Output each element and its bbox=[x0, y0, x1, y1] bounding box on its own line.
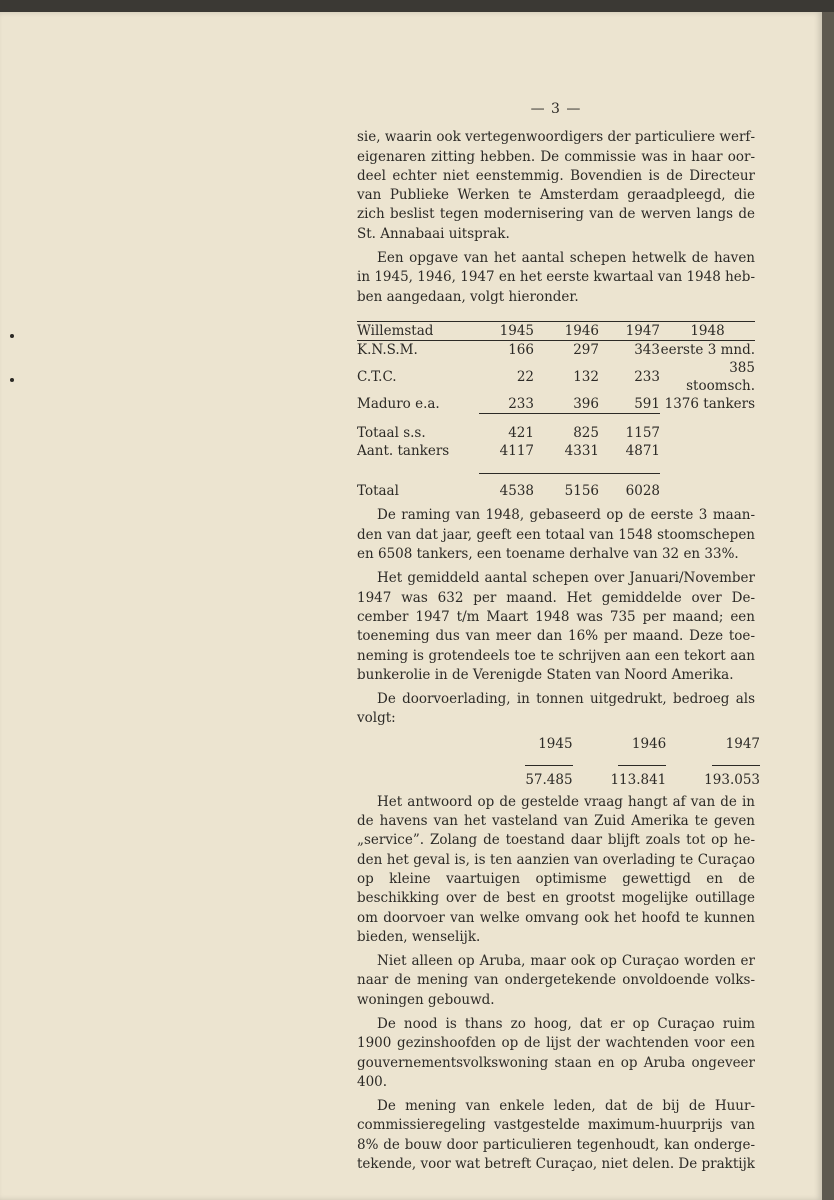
header-cell: 1945 bbox=[479, 321, 534, 340]
doorvoer-table bbox=[492, 735, 760, 789]
table-header-row bbox=[357, 321, 755, 340]
table-row bbox=[357, 340, 755, 359]
paragraph: De nood is thans zo hoog, dat er op Curaçao ruim 1900 gezinshoofden op de lijst der wachtenden voor een gouvernementsvolkswoning staan en op Aruba ongeveer 400. bbox=[357, 1016, 755, 1090]
tonnage-cell: 113.841 bbox=[610, 771, 667, 788]
cell-value: 166 bbox=[508, 341, 534, 358]
cell-value: 6028 bbox=[625, 483, 660, 500]
paragraph: sie, waarin ook vertegenwoordigers der particuliere werfeigenaren zitting hebben. De commissie was in haar oordeel echter niet eenstemmig. Bovendien is de Directeur van Publieke Werken te Amsterdam geraadpleegd, die zich beslist tegen modernisering van de werven langs de St. Annabaai uitsprak. bbox=[357, 129, 755, 242]
cell-value: 825 bbox=[573, 424, 599, 441]
cell-value: 22 bbox=[516, 368, 534, 385]
doorvoer-rule-row bbox=[492, 753, 760, 771]
paragraph: Een opgave van het aantal schepen hetwelk de haven in 1945, 1946, 1947 en het eerste kwartaal van 1948 hebben aangedaan, volgt hieronder. bbox=[357, 250, 755, 305]
year-cell: 1947 bbox=[725, 735, 760, 752]
paragraph: Niet alleen op Aruba, maar ook op Curaçao worden er naar de mening van ondergetekende onvoldoende volkswoningen gebouwd. bbox=[357, 953, 755, 1008]
cell-value: 1157 bbox=[625, 424, 660, 441]
tonnage-cell: 57.485 bbox=[525, 771, 573, 788]
paragraph: De raming van 1948, gebaseerd op de eerste 3 maanden van dat jaar, geeft een totaal van 1548 stoomschepen en 6508 tankers, een toename derhalve van 32 en 33%. bbox=[357, 507, 755, 563]
year-cell: 1946 bbox=[631, 735, 667, 752]
punch-mark bbox=[10, 378, 14, 382]
cell-note: 385 stoomsch. bbox=[686, 359, 755, 394]
cell-value: 233 bbox=[508, 395, 534, 412]
row-label: Totaal s.s. bbox=[357, 424, 426, 441]
table-rule-row bbox=[357, 413, 755, 424]
cell-value: 132 bbox=[573, 368, 599, 385]
paragraph: De doorvoerlading, in tonnen uitgedrukt, bedroeg als volgt: bbox=[357, 691, 755, 727]
year-cell: 1945 bbox=[538, 735, 573, 752]
header-cell: 1947 bbox=[599, 321, 660, 340]
scan-right-edge bbox=[822, 12, 834, 1200]
doorvoer-values-row bbox=[492, 771, 760, 789]
cell-value: 5156 bbox=[564, 483, 599, 500]
table-row bbox=[357, 424, 755, 442]
cell-value: 343 bbox=[634, 341, 660, 358]
cell-note: eerste 3 mnd. bbox=[660, 341, 755, 358]
header-cell: 1948 bbox=[660, 321, 755, 340]
cell-value: 4871 bbox=[625, 442, 660, 459]
paragraph: Het antwoord op de gestelde vraag hangt af van de in de havens van het vasteland van Zuid Amerika te geven „service”. Zolang de toestand daar blijft zoals tot op heden het geval is, is ten aanzien van overlading te Curaçao op kleine vaartuigen optimisme gewettigd en de beschikking over de best en grootst mogelijke outillage om doorvoer van welke omvang ook het hoofd te kunnen bieden, wenselijk. bbox=[357, 793, 755, 945]
table-rule-row bbox=[357, 474, 755, 483]
paragraph: De mening van enkele leden, dat de bij de Huurcommissieregeling vastgestelde maximum-huurprijs van 8% de bouw door particulieren tegenhoudt, kan ondergetekende, voor wat betreft Curaçao, niet delen. De praktijk bbox=[357, 1098, 755, 1173]
cell-note: 1376 tankers bbox=[664, 396, 755, 413]
tonnage-cell: 193.053 bbox=[704, 771, 760, 788]
table-row bbox=[357, 359, 755, 395]
table-rule-row bbox=[357, 460, 755, 474]
punch-mark bbox=[10, 334, 14, 338]
cell-value: 4538 bbox=[499, 483, 534, 500]
cell-value: 591 bbox=[634, 395, 660, 412]
page-number: — 3 — bbox=[530, 101, 582, 117]
paragraph: Het gemiddeld aantal schepen over Januari/November 1947 was 632 per maand. Het gemiddelde over December 1947 t/m Maart 1948 was 735 per maand; een toeneming dus van meer dan 16% per maand. Deze toeneming is grotendeels toe te schrijven aan een tekort aan bunkerolie in de Verenigde Staten van Noord Amerika. bbox=[357, 570, 755, 683]
row-label: C.T.C. bbox=[357, 368, 397, 385]
doorvoer-years-row bbox=[492, 735, 760, 753]
cell-value: 233 bbox=[634, 368, 660, 385]
row-label: Maduro e.a. bbox=[357, 396, 440, 413]
header-cell: 1946 bbox=[534, 321, 599, 340]
table-row bbox=[357, 442, 755, 460]
document-body bbox=[357, 100, 760, 1174]
cell-value: 4331 bbox=[564, 442, 599, 459]
row-label: K.N.S.M. bbox=[357, 341, 418, 358]
ships-table bbox=[357, 321, 755, 501]
row-label: Totaal bbox=[357, 483, 399, 500]
cell-value: 4117 bbox=[499, 442, 534, 459]
cell-value: 396 bbox=[573, 395, 599, 412]
row-label: Aant. tankers bbox=[357, 442, 450, 459]
header-cell: Willemstad bbox=[357, 321, 479, 340]
cell-value: 421 bbox=[508, 424, 534, 441]
table-row bbox=[357, 395, 755, 414]
table-total-row bbox=[357, 482, 755, 500]
cell-value: 297 bbox=[573, 341, 599, 358]
